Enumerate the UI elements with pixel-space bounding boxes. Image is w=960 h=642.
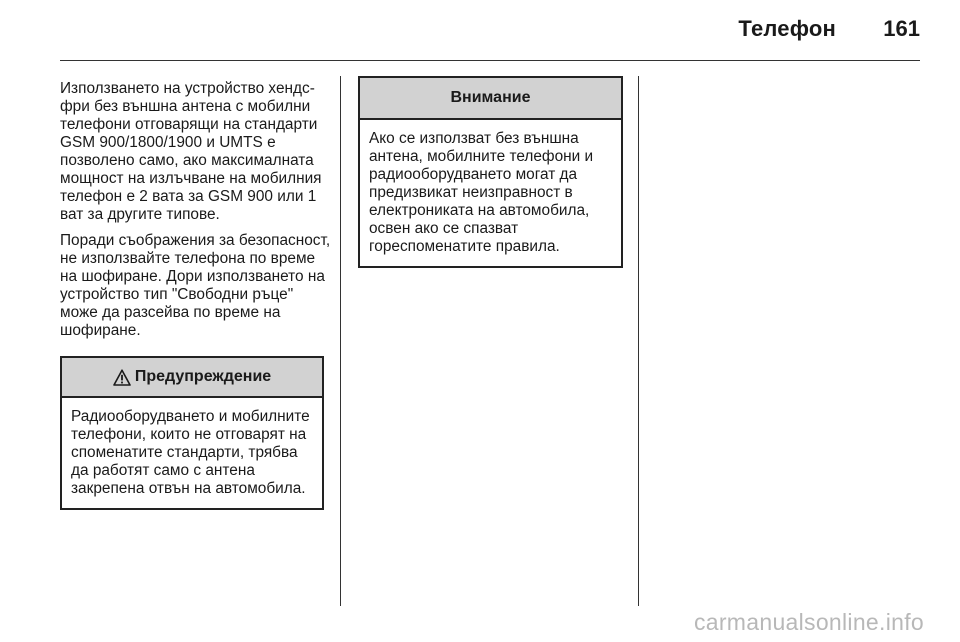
section-title: Телефон [738, 16, 836, 41]
caution-box-title: Внимание [450, 89, 531, 106]
caution-box-body: Ако се използват без външна антена, мобилните телефони и радиооборудването могат да предизвикат неизправност в електрониката на автомобила, освен ако се спазват гореспоменатите правила. [369, 130, 594, 255]
paragraph-safety: Поради съображения за безопасност, не използвайте телефона по време на шофиране. Дори използването на устройство тип "Свободни ръце" може да разсейва по време на шофиране. [60, 232, 331, 339]
caution-box-header [360, 78, 621, 120]
column-divider-1 [340, 76, 341, 606]
warning-box-header [62, 358, 322, 398]
main-text-column [60, 80, 332, 340]
warning-box-body: Радиооборудването и мобилните телефони, които не отговарят на споменатите стандарти, трябва да работят само с антена закрепена отвън на автомобила. [71, 408, 310, 497]
page-number: 161 [883, 16, 920, 41]
header-divider [60, 60, 920, 61]
page-header [0, 0, 960, 62]
caution-box [358, 76, 623, 268]
column-divider-2 [638, 76, 639, 606]
warning-triangle-icon [113, 369, 131, 386]
watermark-text: carmanualsonline.info [693, 609, 924, 635]
warning-box-title: Предупреждение [134, 368, 272, 385]
warning-box [60, 356, 324, 510]
paragraph-antenna-rules: Използването на устройство хендс-фри без външна антена с мобилни телефони отговарящи на стандарти GSM 900/1800/1900 и UMTS е позволено само, ако максималната мощност на излъчване на мобилния телефон е 2 вата за GSM 900 или 1 ват за другите типове. [60, 80, 322, 223]
